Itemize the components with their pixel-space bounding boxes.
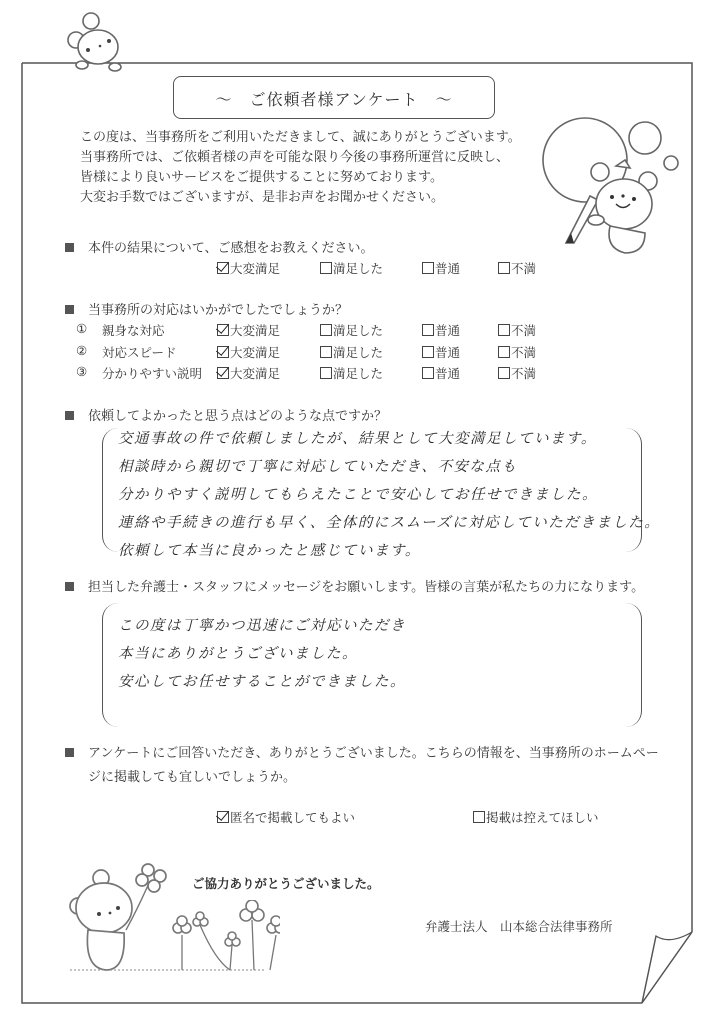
checkbox-icon[interactable] xyxy=(320,324,332,336)
intro-text xyxy=(80,128,521,208)
q2-row1-average[interactable]: 普通 xyxy=(422,321,460,339)
checkbox-checked-icon[interactable] xyxy=(217,367,229,379)
checkbox-icon[interactable] xyxy=(473,811,485,823)
checkbox-checked-icon[interactable] xyxy=(217,262,229,274)
q2-row-number: ② xyxy=(76,343,88,358)
checkbox-checked-icon[interactable] xyxy=(217,346,229,358)
checkbox-icon[interactable] xyxy=(498,262,510,274)
checkbox-icon[interactable] xyxy=(498,346,510,358)
bullet-square-icon xyxy=(65,305,74,314)
q2-row1-dissatisfied[interactable]: 不満 xyxy=(498,321,536,339)
q3-answer-text: 交通事故の件で依頼しましたが、結果として大変満足しています。 相談時から親切で丁寧に対応していただき、不安な点も 分かりやすく説明してもらえたことで安心してお任せできました。 連絡や手続きの進行も早く、全体的にスムーズに対応していただきました。 依頼して本当に良かったと感じています。 xyxy=(118,431,661,559)
q2-row3-average[interactable]: 普通 xyxy=(422,364,460,382)
intro-line: 皆様により良いサービスをご提供することに努めております。 xyxy=(80,170,443,185)
checkbox-icon[interactable] xyxy=(422,324,434,336)
q2-row2-dissatisfied[interactable]: 不満 xyxy=(498,343,536,361)
q1-option-very-satisfied[interactable]: 大変満足 xyxy=(217,259,280,277)
intro-line: 当事務所では、ご依頼者様の声を可能な限り今後の事務所運営に反映し、 xyxy=(80,150,510,165)
q4-answer-text: この度は丁寧かつ迅速にご対応いただき 本当にありがとうございました。 安心してお任せすることができました。 xyxy=(118,618,406,690)
q5-option-anonymous-ok[interactable]: 匿名で掲載してもよい xyxy=(217,808,355,826)
intro-line: この度は、当事務所をご利用いただきまして、誠にありがとうございます。 xyxy=(80,130,521,145)
q1-option-average[interactable]: 普通 xyxy=(422,259,460,277)
checkbox-icon[interactable] xyxy=(320,262,332,274)
q2-row3-very-satisfied[interactable]: 大変満足 xyxy=(217,364,280,382)
page-curl-icon xyxy=(642,932,692,1003)
checkbox-icon[interactable] xyxy=(320,346,332,358)
bullet-square-icon xyxy=(65,411,74,420)
q2-row-label: 分かりやすい説明 xyxy=(102,366,203,381)
checkbox-icon[interactable] xyxy=(422,346,434,358)
q2-row2-very-satisfied[interactable]: 大変満足 xyxy=(217,343,280,361)
closing-message: ご協力ありがとうございました。 xyxy=(192,876,380,891)
checkbox-icon[interactable] xyxy=(498,367,510,379)
bear-with-pencil-icon xyxy=(530,108,690,258)
checkbox-icon[interactable] xyxy=(422,262,434,274)
q2-row-label: 親身な対応 xyxy=(102,323,165,338)
checkbox-checked-icon[interactable] xyxy=(217,811,229,823)
q2-row-number: ① xyxy=(76,321,88,336)
q2-row-label: 対応スピード xyxy=(102,345,177,360)
checkbox-icon[interactable] xyxy=(422,367,434,379)
q3-question: 依頼してよかったと思う点はどのような点ですか？ xyxy=(65,405,387,424)
bullet-square-icon xyxy=(65,748,74,757)
q1-question: 本件の結果について、ご感想をお教えください。 xyxy=(65,237,373,256)
q2-row2-satisfied[interactable]: 満足した xyxy=(320,343,383,361)
bullet-square-icon xyxy=(65,582,74,591)
intro-line: 大変お手数ではございますが、是非お声をお聞かせください。 xyxy=(80,190,445,205)
q4-question: 担当した弁護士・スタッフにメッセージをお願いします。皆様の言葉が私たちの力になります。 xyxy=(65,576,644,595)
q5-question: アンケートにご回答いただき、ありがとうございました。こちらの情報を、当事務所のホームペー xyxy=(65,742,659,761)
clover-flowers-icon xyxy=(160,900,280,980)
q1-option-satisfied[interactable]: 満足した xyxy=(320,259,383,277)
q2-row2-average[interactable]: 普通 xyxy=(422,343,460,361)
q2-row-number: ③ xyxy=(76,364,88,379)
survey-title: ～ ご依頼者様アンケート ～ xyxy=(215,90,453,109)
bullet-square-icon xyxy=(65,243,74,252)
q2-row1-very-satisfied[interactable]: 大変満足 xyxy=(217,321,280,339)
q2-row3-satisfied[interactable]: 満足した xyxy=(320,364,383,382)
q1-option-dissatisfied[interactable]: 不満 xyxy=(498,259,536,277)
checkbox-icon[interactable] xyxy=(498,324,510,336)
firm-name: 弁護士法人 山本総合法律事務所 xyxy=(425,919,613,934)
q2-row1-satisfied[interactable]: 満足した xyxy=(320,321,383,339)
checkbox-icon[interactable] xyxy=(320,367,332,379)
checkbox-checked-icon[interactable] xyxy=(217,324,229,336)
q2-question: 当事務所の対応はいかがでしたでしょうか？ xyxy=(65,299,348,318)
q2-row3-dissatisfied[interactable]: 不満 xyxy=(498,364,536,382)
bear-peeking-icon xyxy=(60,12,130,72)
q5-question-line2: ジに掲載しても宜しいでしょうか。 xyxy=(88,770,297,785)
q5-option-decline[interactable]: 掲載は控えてほしい xyxy=(473,808,599,826)
survey-title-box xyxy=(173,76,495,119)
